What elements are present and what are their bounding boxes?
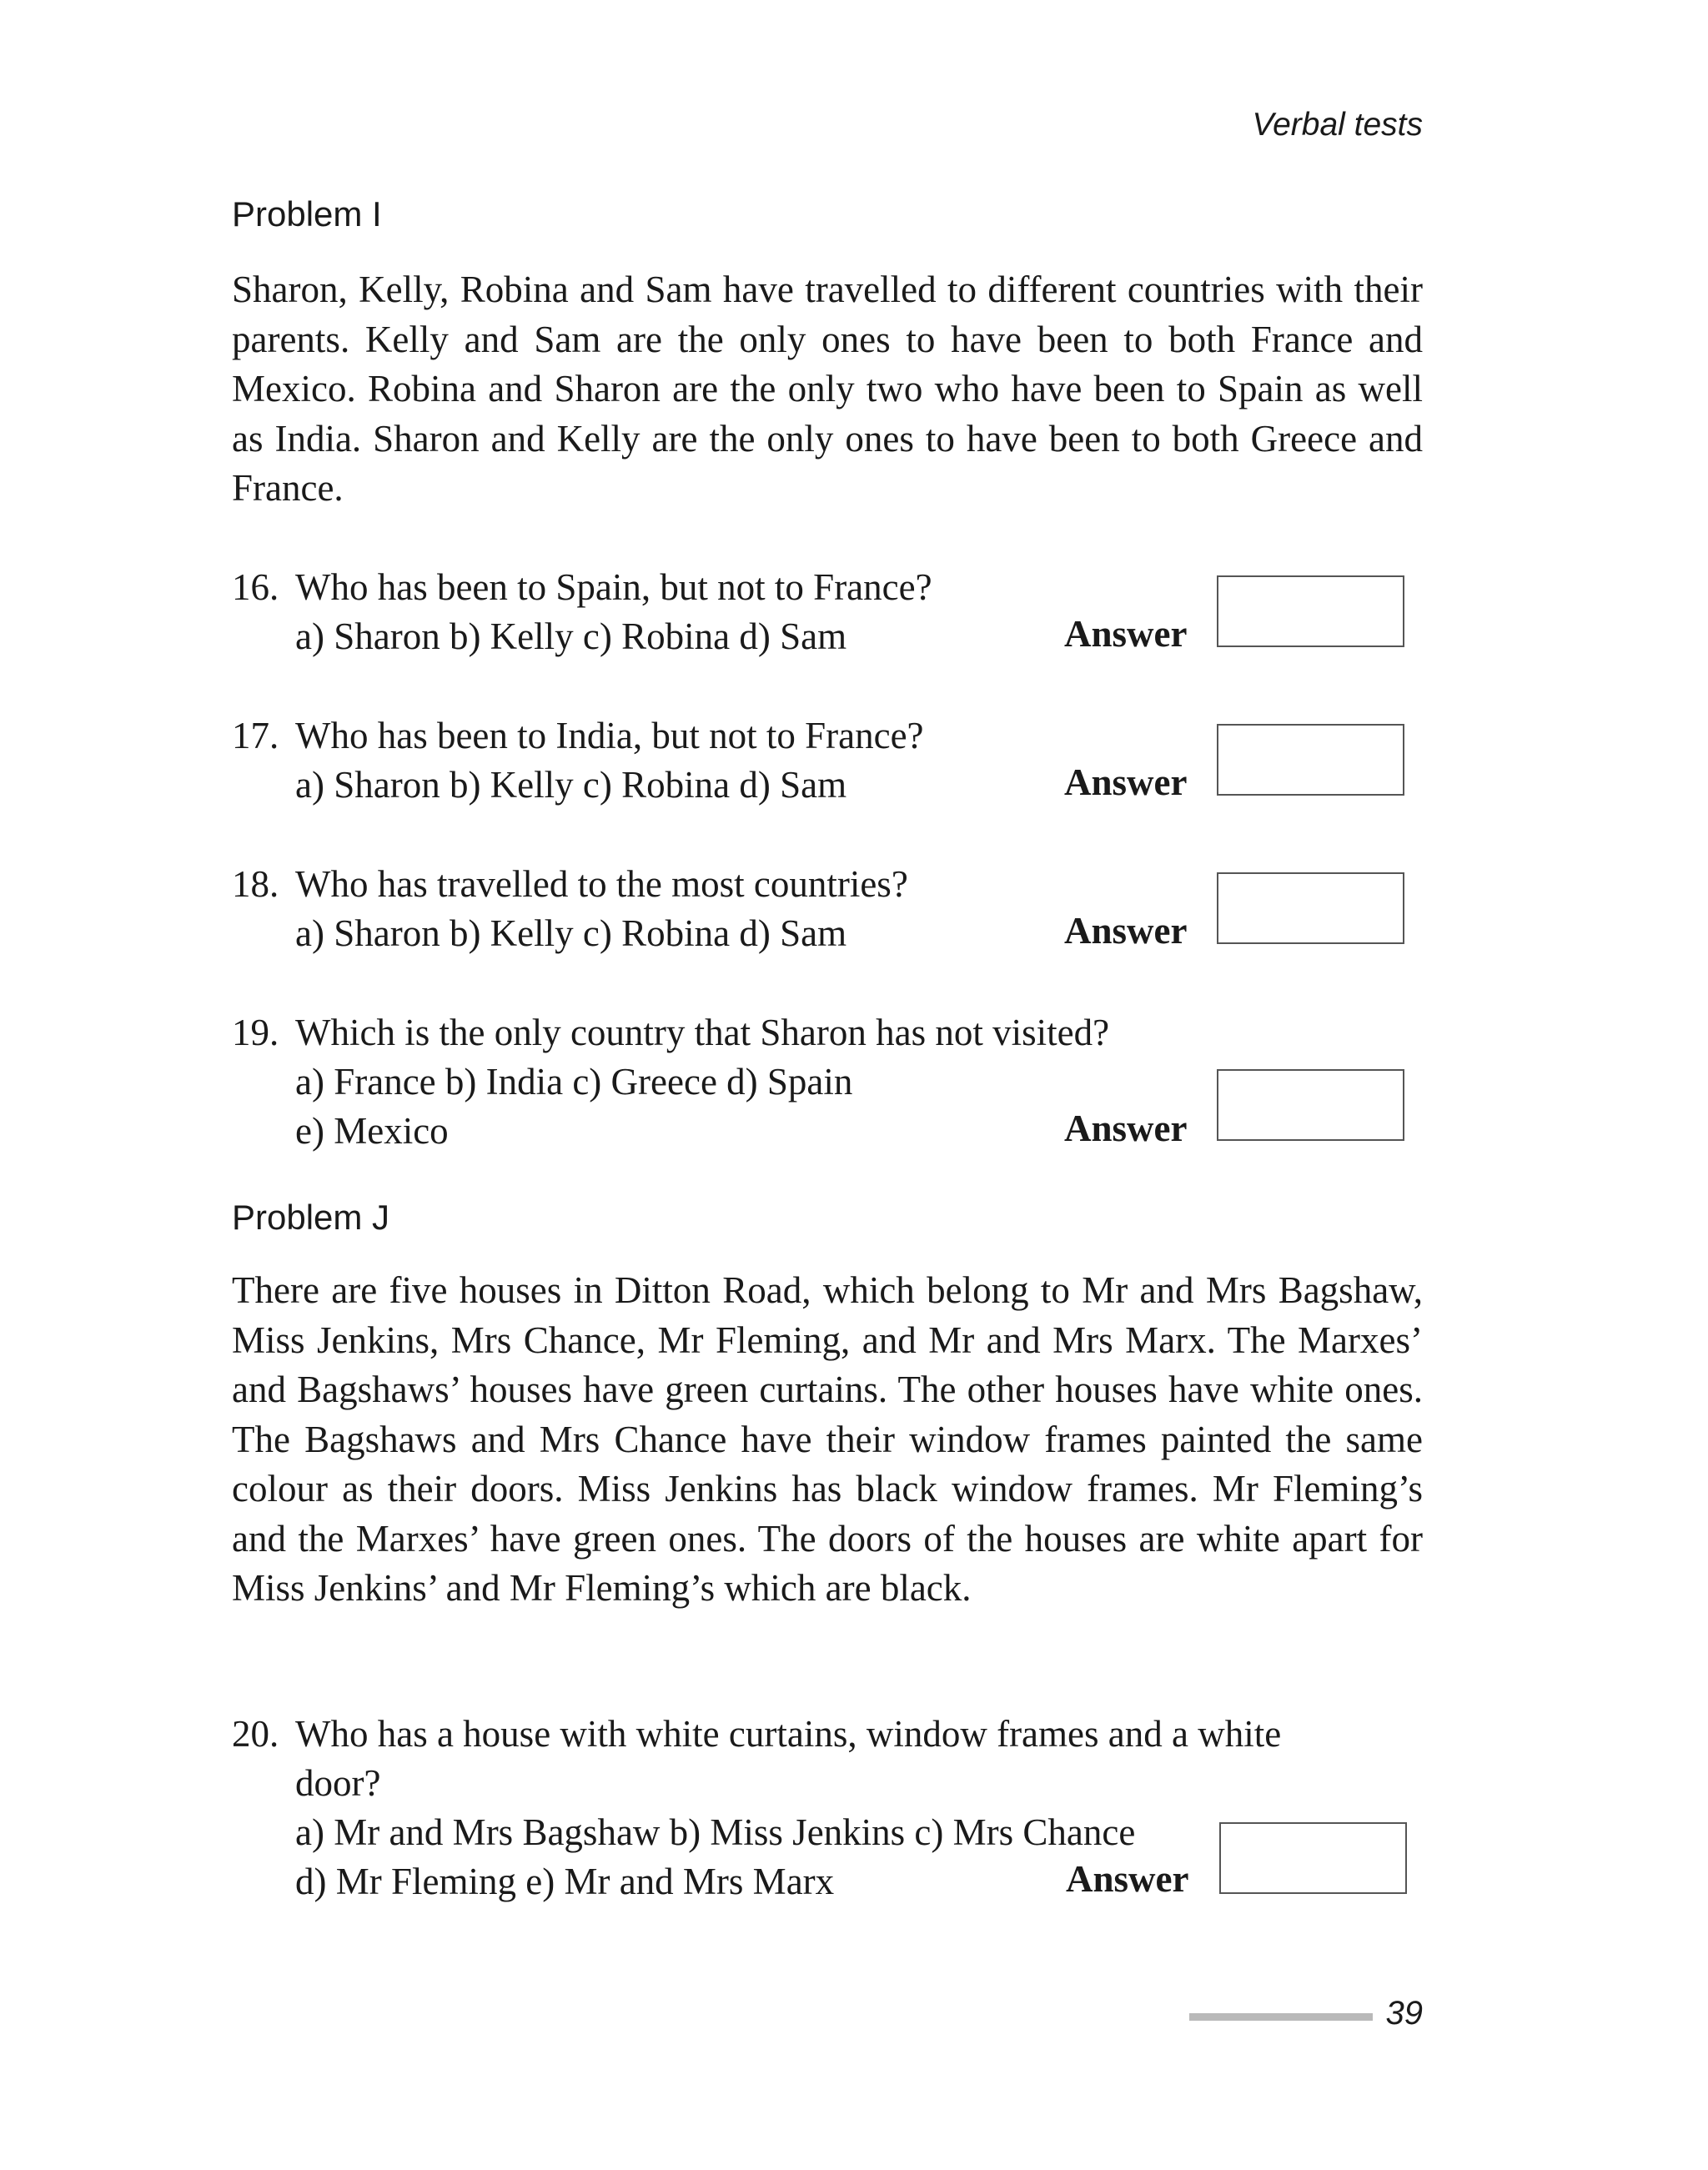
- answer-label: Answer: [1066, 1858, 1189, 1900]
- question-number: 20.: [232, 1713, 279, 1755]
- question-options: a) Sharon b) Kelly c) Robina d) Sam: [295, 615, 847, 657]
- question-options: e) Mexico: [295, 1110, 449, 1152]
- page-number: 39: [1385, 1995, 1423, 2032]
- answer-box-17[interactable]: [1217, 724, 1404, 796]
- problem-i-heading: Problem I: [232, 194, 382, 234]
- running-head: Verbal tests: [1252, 107, 1423, 143]
- question-text: Who has travelled to the most countries?: [295, 863, 908, 905]
- answer-label: Answer: [1064, 910, 1188, 952]
- problem-i-paragraph: Sharon, Kelly, Robina and Sam have travelled to different countries with their parents. Kelly and Sam are the only ones to have been to both France and Mexico. Robina and Sharon are the only two who have been to Spain as well as India. Sharon and Kelly are the only ones to have been to both Greece and France.: [232, 269, 1423, 509]
- question-text: Who has a house with white curtains, window frames and a white: [295, 1713, 1282, 1755]
- footer-rule: [1189, 2013, 1373, 2021]
- question-text: Who has been to India, but not to France?: [295, 715, 924, 756]
- question-options: a) Sharon b) Kelly c) Robina d) Sam: [295, 764, 847, 806]
- question-options: a) Sharon b) Kelly c) Robina d) Sam: [295, 912, 847, 954]
- answer-box-20[interactable]: [1219, 1822, 1407, 1894]
- question-text: Which is the only country that Sharon has not visited?: [295, 1012, 1110, 1053]
- question-number: 19.: [232, 1012, 279, 1053]
- question-options: d) Mr Fleming e) Mr and Mrs Marx: [295, 1861, 835, 1902]
- question-number: 16.: [232, 566, 279, 608]
- answer-box-16[interactable]: [1217, 575, 1404, 647]
- answer-label: Answer: [1064, 1108, 1188, 1149]
- problem-j-heading: Problem J: [232, 1198, 390, 1237]
- answer-box-19[interactable]: [1217, 1069, 1404, 1141]
- question-number: 17.: [232, 715, 279, 756]
- problem-j-paragraph: There are five houses in Ditton Road, which belong to Mr and Mrs Bagshaw, Miss Jenkins, Mrs Chance, Mr Fleming, and Mr and Mrs Marx. The Marxes’ and Bagshaws’ houses have green curtains. The other houses have white ones. The Bagshaws and Mrs Chance have their window frames painted the same colour as their doors. Miss Jenkins has black window frames. Mr Fleming’s and the Marxes’ have green ones. The doors of the houses are white apart for Miss Jenkins’ and Mr Fleming’s which are black.: [232, 1269, 1423, 1609]
- question-text: Who has been to Spain, but not to France?: [295, 566, 932, 608]
- answer-label: Answer: [1064, 613, 1188, 655]
- question-options: a) Mr and Mrs Bagshaw b) Miss Jenkins c) Mrs Chance: [295, 1811, 1136, 1853]
- question-text: door?: [295, 1762, 381, 1804]
- answer-box-18[interactable]: [1217, 872, 1404, 944]
- question-options: a) France b) India c) Greece d) Spain: [295, 1061, 853, 1103]
- question-number: 18.: [232, 863, 279, 905]
- answer-label: Answer: [1064, 761, 1188, 803]
